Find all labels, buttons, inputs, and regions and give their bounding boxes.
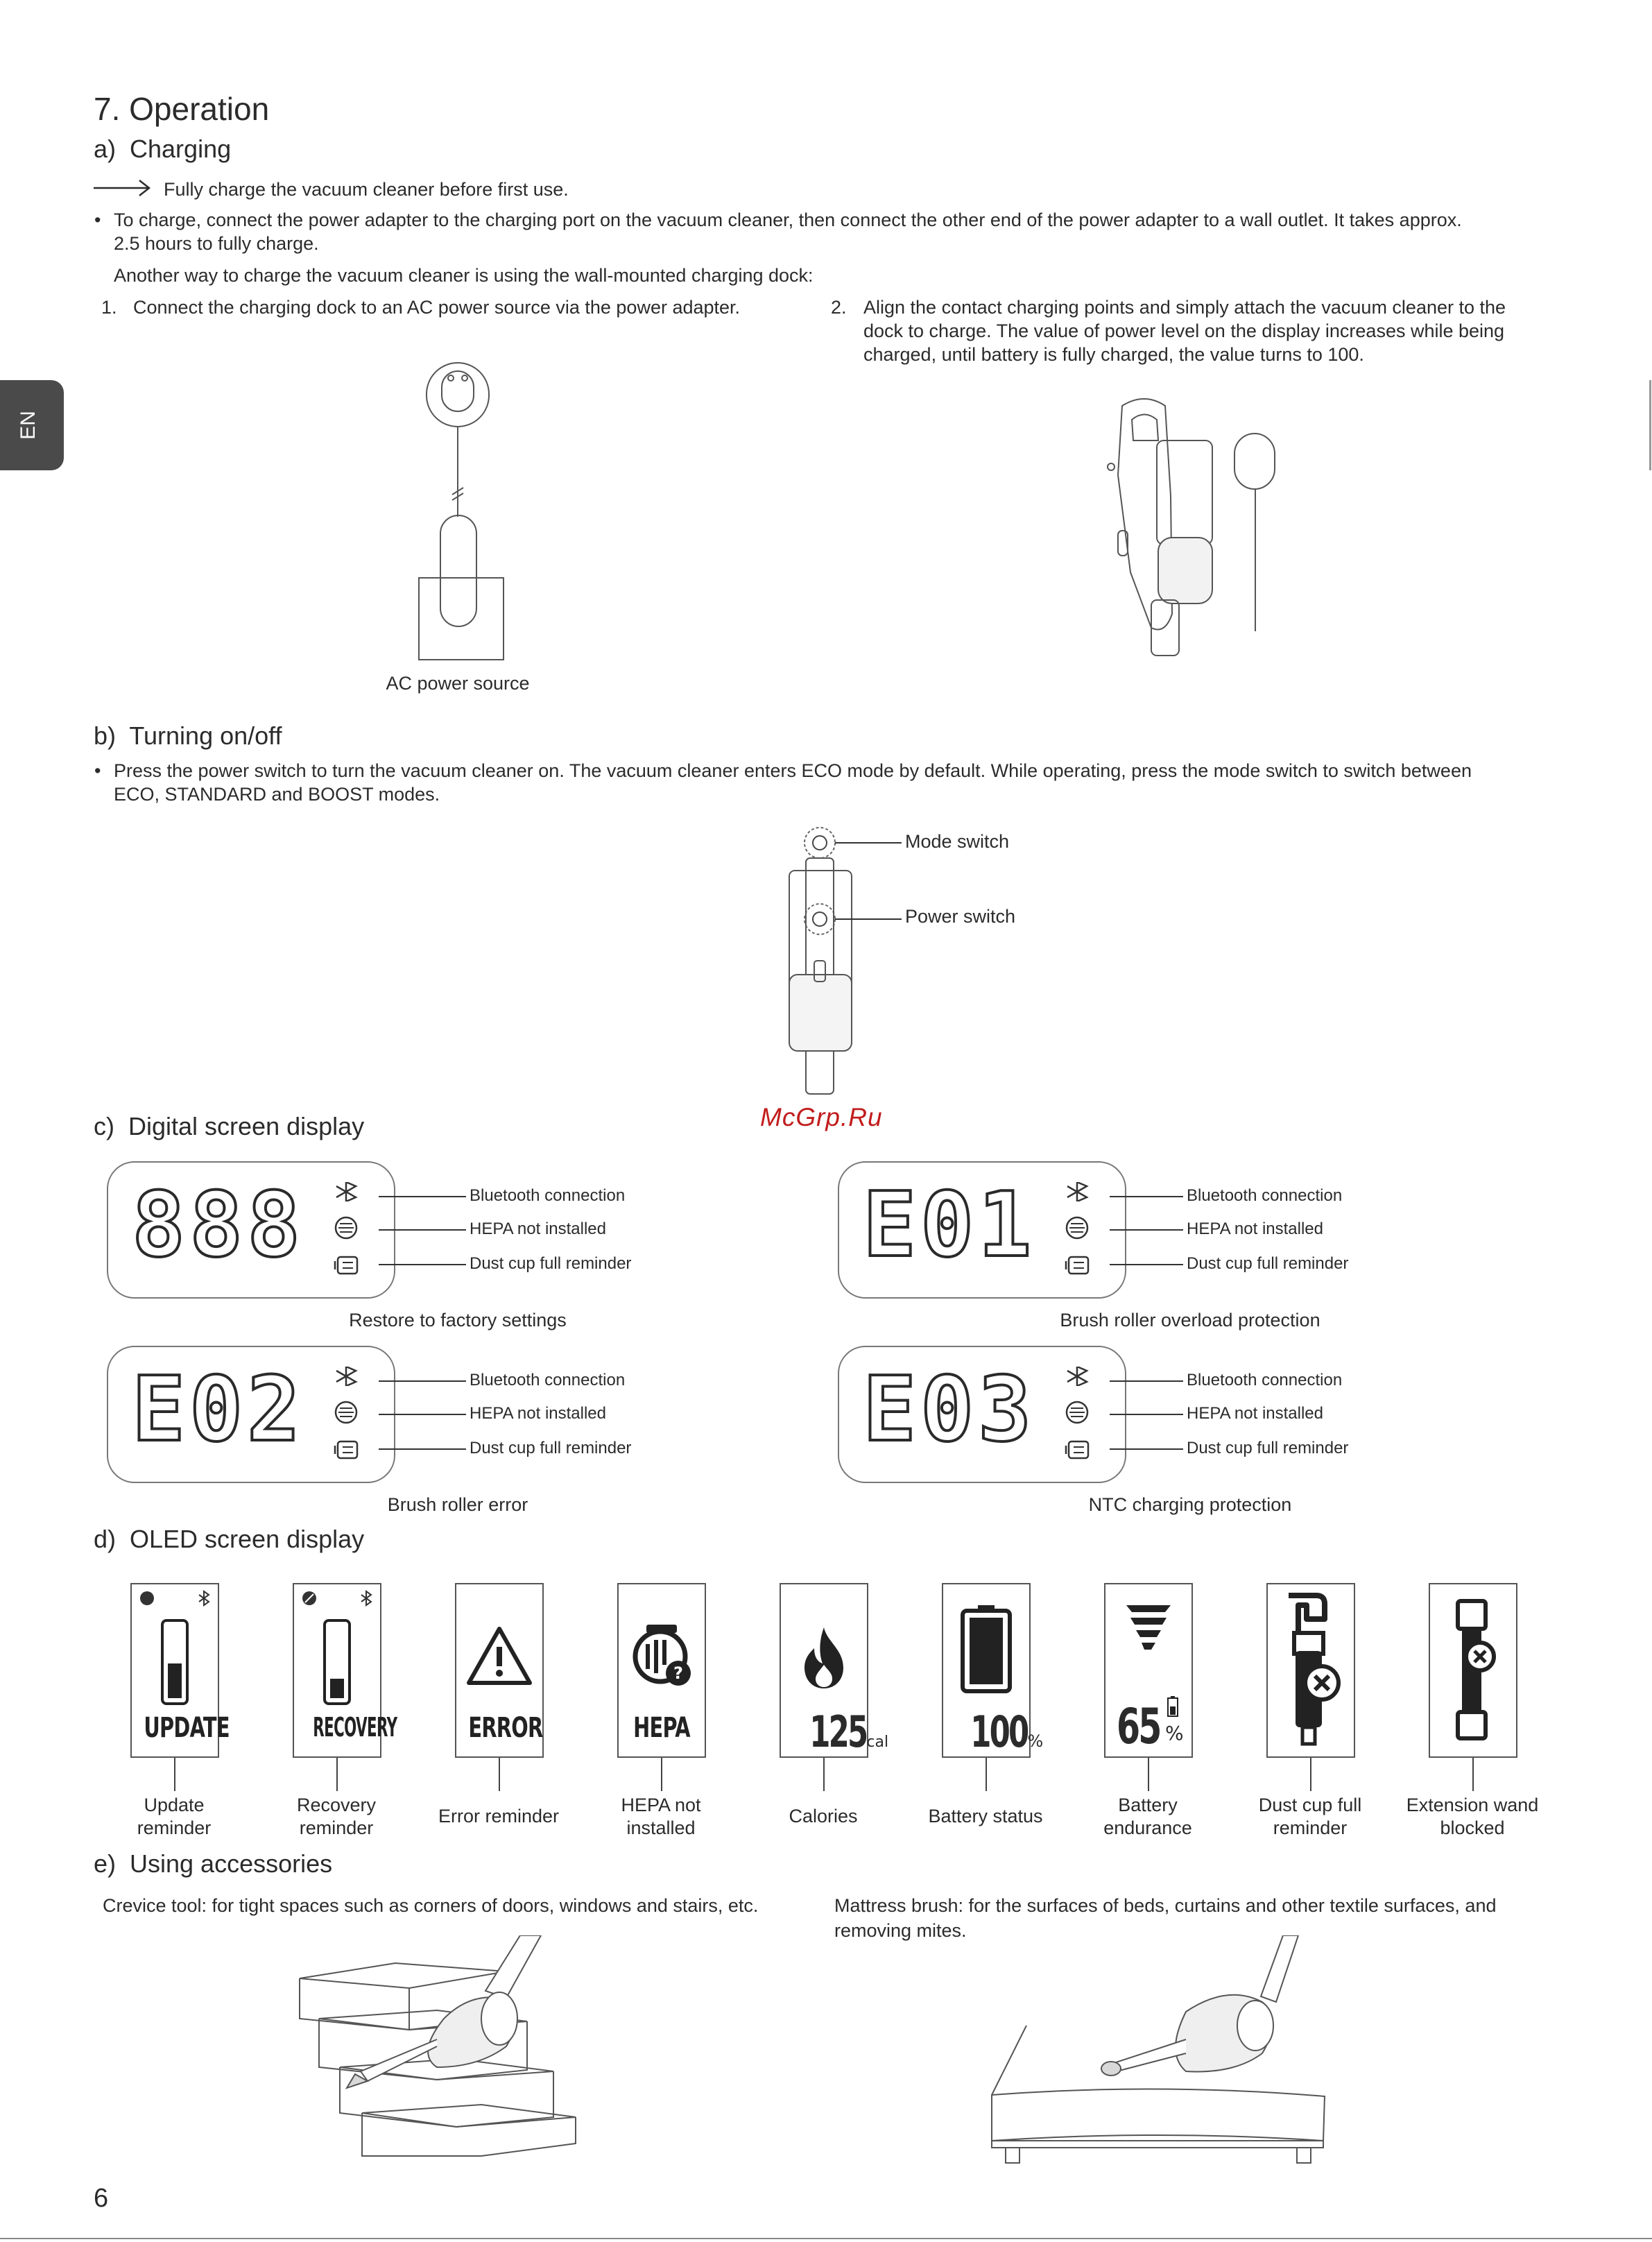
oled-battery-status-screen [942,1583,1044,1758]
oled-caption [747,1805,900,1828]
step2-line2: dock to charge. The value of power level on the display increases while being [863,320,1505,341]
charging-alt-way: Another way to charge the vacuum cleaner is using the wall-mounted charging dock: [114,265,814,286]
crevice-tool-text: Crevice tool: for tight spaces such as corners of doors, windows and stairs, etc. [103,1895,759,1916]
oled-text: HEPA [633,1712,690,1744]
leader-line [1148,1758,1149,1791]
panel-caption: Restore to factory settings [349,1310,567,1330]
step1-text: Connect the charging dock to an AC power source via the power adapter. [133,297,741,318]
leader-line [379,1380,466,1382]
leader-line [1472,1758,1474,1791]
ac-power-source-caption: AC power source [386,673,530,694]
caption-line1: Extension wand [1406,1795,1539,1815]
page-number: 6 [94,2184,109,2213]
charging-dock-illustration [409,357,513,662]
hepa-label: HEPA not installed [470,1220,607,1238]
caption-line2: reminder [1273,1817,1348,1838]
cyclone-icon [1124,1601,1173,1657]
bluetooth-label: Bluetooth connection [470,1186,626,1205]
leader-line [1110,1380,1183,1382]
leader-line [379,1229,466,1231]
oled-caption [909,1805,1062,1828]
bluetooth-icon [334,1367,359,1386]
warning-icon [466,1626,533,1686]
leader-line [379,1448,466,1450]
panel-caption: Brush roller error [387,1494,528,1515]
oled-text: ERROR [468,1712,543,1744]
caption-line2: blocked [1440,1817,1505,1838]
leader-line [1110,1264,1183,1265]
charging-bullet-line2: 2.5 hours to fully charge. [114,233,319,254]
caption-line1: Calories [789,1806,858,1826]
oled-text: UPDATE [144,1712,230,1744]
bluetooth-icon [1065,1182,1090,1201]
bluetooth-label: Bluetooth connection [1187,1371,1343,1389]
page-title: 7. Operation [94,91,270,127]
bluetooth-icon [197,1590,211,1607]
bluetooth-icon [1065,1367,1090,1386]
oled-caption [260,1794,413,1840]
endurance-number: 65 [1117,1698,1160,1755]
caption-line2: reminder [299,1817,374,1838]
caption-line1: Error reminder [438,1806,560,1826]
dust-cup-full-icon [1279,1591,1345,1749]
bullet-dot: • [94,209,101,230]
mattress-brush-illustration [978,1935,1339,2164]
caption-line1: Battery status [928,1806,1043,1826]
caption-line1: Dust cup full [1258,1795,1362,1815]
leader-line [1110,1414,1183,1415]
oled-caption [422,1805,575,1828]
leader-line [1110,1448,1183,1450]
oled-recovery-screen [293,1583,397,1758]
oled-caption [1396,1794,1549,1840]
panel-caption: Brush roller overload protection [1060,1310,1320,1330]
bluetooth-label: Bluetooth connection [470,1371,626,1389]
dust-label: Dust cup full reminder [1187,1254,1349,1273]
oled-dust-cup-screen [1266,1583,1355,1758]
calories-number: 125 [809,1706,867,1757]
caption-line1: Battery [1118,1795,1178,1815]
oled-hepa-screen [617,1583,706,1758]
turning-bullet-line2: ECO, STANDARD and BOOST modes. [114,784,440,805]
wand-blocked-icon [1448,1598,1501,1744]
leader-line [336,1758,338,1791]
mattress-brush-line1: Mattress brush: for the surfaces of beds, curtains and other textile surfaces, and [834,1895,1497,1916]
turning-bullet-line1: Press the power switch to turn the vacuum cleaner on. The vacuum cleaner enters ECO mode by default. While operating, press the mode switch to switch between [114,760,1472,781]
dust-cup-icon [1065,1254,1091,1276]
oled-caption [1072,1794,1224,1840]
oled-error-screen [455,1583,544,1758]
dust-cup-icon [334,1254,360,1276]
bluetooth-icon [334,1182,359,1201]
caption-line2: installed [626,1817,696,1838]
lcd-code: E03 [863,1358,1036,1462]
caption-line1: Update [144,1795,205,1815]
leader-line [379,1196,466,1197]
step2-line3: charged, until battery is fully charged, the value turns to 100. [863,344,1364,365]
mode-icon [139,1590,155,1607]
language-tab-label: EN [17,411,40,440]
lcd-code: E02 [132,1358,305,1462]
dust-label: Dust cup full reminder [1187,1439,1349,1457]
crevice-tool-illustration [298,1935,617,2157]
leader-line [1310,1758,1311,1791]
oled-heading: d) OLED screen display [94,1525,365,1553]
oled-battery-endurance-screen [1104,1583,1193,1758]
dust-label: Dust cup full reminder [470,1254,632,1273]
dust-cup-icon [1065,1439,1091,1461]
battery-icon [161,1619,189,1705]
leader-line [499,1758,500,1791]
battery-small-icon [1167,1695,1179,1718]
handle-switches-illustration [777,822,915,1113]
hepa-icon [334,1215,359,1240]
oled-calories-screen [780,1583,889,1758]
turning-heading: b) Turning on/off [94,721,282,750]
dust-label: Dust cup full reminder [470,1439,632,1457]
hepa-icon [1065,1215,1090,1240]
endurance-unit: % [1165,1722,1184,1745]
step2-line1: Align the contact charging points and simply attach the vacuum cleaner to the [863,297,1506,318]
digital-heading: c) Digital screen display [94,1112,365,1140]
oled-caption [98,1794,250,1840]
bluetooth-icon [359,1590,373,1607]
calories-unit: cal [866,1734,889,1751]
leader-line [823,1758,825,1791]
power-switch-label: Power switch [905,906,1016,927]
oled-text: RECOVERY [313,1712,397,1743]
panel-caption: NTC charging protection [1088,1494,1292,1515]
leader-line [379,1264,466,1265]
hepa-icon [1065,1400,1090,1425]
language-tab [0,380,64,470]
watermark: McGrp.Ru [760,1103,883,1131]
charging-bullet-line1: To charge, connect the power adapter to the charging port on the vacuum cleaner, then connect the other end of the power adapter to a wall outlet. It takes approx. [114,209,1462,230]
oled-update-screen [130,1583,230,1758]
bullet-dot: • [94,760,101,781]
hepa-icon [334,1400,359,1425]
dust-cup-icon [334,1439,360,1461]
bottom-rule [0,2238,1652,2239]
leader-line [174,1758,175,1791]
charging-note: Fully charge the vacuum cleaner before first use. [164,179,569,200]
mode-icon [301,1590,318,1607]
battery-unit: % [1027,1731,1044,1751]
leader-line [379,1414,466,1415]
hepa-label: HEPA not installed [1187,1404,1324,1423]
accessories-heading: e) Using accessories [94,1849,333,1878]
bluetooth-label: Bluetooth connection [1187,1186,1343,1205]
leader-line [1110,1229,1183,1231]
hepa-label: HEPA not installed [1187,1220,1324,1238]
leader-line [986,1758,987,1791]
vacuum-docked-illustration [1103,392,1290,662]
lcd-code: 888 [132,1174,305,1277]
battery-status-value [946,1706,1044,1757]
battery-full-icon [960,1604,1013,1694]
flame-icon [799,1625,849,1691]
oled-wand-blocked-screen [1429,1583,1517,1758]
calories-value [785,1706,889,1757]
leader-line [661,1758,662,1791]
mattress-brush-line2: removing mites. [834,1920,967,1941]
step2-number: 2. [831,297,847,318]
step1-number: 1. [101,297,117,318]
leader-line [1110,1196,1183,1197]
mode-switch-label: Mode switch [905,831,1010,852]
hepa-label: HEPA not installed [470,1404,607,1423]
lcd-code: E01 [863,1174,1036,1277]
oled-caption [585,1794,737,1840]
caption-line2: reminder [137,1817,212,1838]
svg-text:?: ? [673,1663,683,1683]
oled-caption [1234,1794,1386,1840]
caption-line1: Recovery [296,1795,377,1815]
right-edge-mark [1649,380,1651,470]
battery-number: 100 [970,1706,1028,1757]
arrow-right-icon [94,179,152,197]
hepa-filter-icon [630,1623,696,1690]
caption-line2: endurance [1103,1817,1192,1838]
caption-line1: HEPA not [621,1795,701,1815]
charging-heading: a) Charging [94,135,232,163]
battery-icon [323,1619,351,1705]
